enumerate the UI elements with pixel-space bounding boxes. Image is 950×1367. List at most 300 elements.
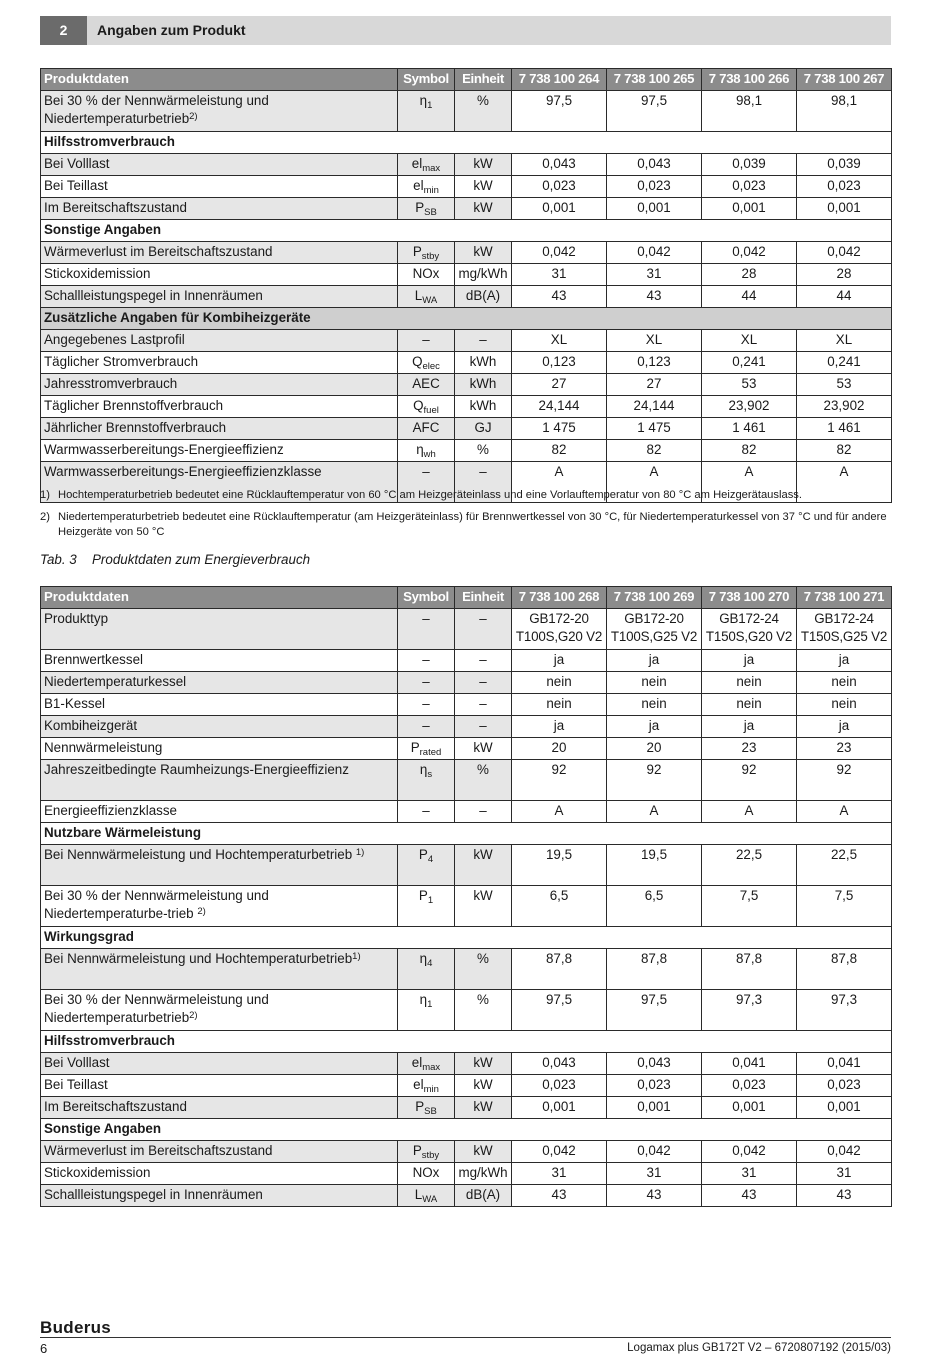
value-cell: ja [702,650,797,672]
value-cell: 31 [797,1163,892,1185]
table-row [41,330,892,352]
row-unit: dB(A) [455,1185,512,1207]
row-label-text: Niedertemperaturkessel [44,674,187,689]
row-symbol [398,990,455,1031]
row-label [41,801,398,823]
row-label-text: Bei Nennwärmeleistung und Hochtemperaturbetrieb [44,951,353,966]
symbol-text: NOx [412,1165,440,1180]
symbol-text: – [422,803,430,818]
column-header: 7 738 100 267 [797,69,892,91]
value-cell: 0,039 [702,154,797,176]
row-symbol [398,176,455,198]
symbol-subscript: WA [422,1194,438,1205]
value-cell: 24,144 [512,396,607,418]
value-cell: 98,1 [797,91,892,132]
row-symbol [398,738,455,760]
symbol-subscript: 4 [427,854,434,865]
symbol-subscript: wh [423,449,436,460]
table-row [41,694,892,716]
row-label-text: Stickoxidemission [44,266,151,281]
value-cell: 0,023 [702,176,797,198]
value-cell: A [512,801,607,823]
column-header: 7 738 100 269 [607,587,702,609]
symbol-text: P [418,888,428,903]
row-symbol [398,694,455,716]
value-cell: 0,023 [607,176,702,198]
footnote-number: 2) [40,511,50,523]
row-unit: – [455,650,512,672]
row-symbol [398,440,455,462]
table-row [41,1185,892,1207]
row-label [41,154,398,176]
value-cell: 1 475 [607,418,702,440]
row-label-text: Wärmeverlust im Bereitschaftszustand [44,244,273,259]
value-cell: 97,5 [607,990,702,1031]
row-label-text: Brennwertkessel [44,652,143,667]
page-number: 6 [40,1341,48,1356]
row-unit: kW [455,738,512,760]
row-unit: kW [455,176,512,198]
row-symbol [398,801,455,823]
row-label [41,760,398,801]
row-label [41,330,398,352]
symbol-text: P [415,1099,425,1114]
section-row [41,1031,892,1053]
value-cell: 31 [702,1163,797,1185]
symbol-text: – [422,652,430,667]
value-cell: 0,023 [512,1075,607,1097]
symbol-text: el [411,156,423,171]
value-cell: 1 475 [512,418,607,440]
value-cell: ja [702,716,797,738]
symbol-subscript: 1 [427,100,433,111]
table-row [41,286,892,308]
value-cell: 87,8 [512,949,607,990]
symbol-text: P [415,200,425,215]
value-cell: ja [512,650,607,672]
row-symbol [398,418,455,440]
row-unit: mg/kWh [455,264,512,286]
value-cell: XL [797,330,892,352]
value-cell: A [702,801,797,823]
row-unit: kWh [455,396,512,418]
footnote-ref: 2) [189,111,198,122]
table-row [41,801,892,823]
value-cell: 0,023 [607,1075,702,1097]
row-symbol [398,949,455,990]
value-cell: nein [797,672,892,694]
table-row [41,440,892,462]
value-cell: 24,144 [607,396,702,418]
row-unit: dB(A) [455,286,512,308]
row-label [41,418,398,440]
value-cell: 44 [702,286,797,308]
row-unit: – [455,330,512,352]
product-data-table-2 [40,586,892,1207]
value-cell: 0,241 [797,352,892,374]
value-cell: 82 [702,440,797,462]
symbol-text: η [419,951,428,966]
row-label-text: Nennwärmeleistung [44,740,163,755]
value-cell: 7,5 [797,886,892,927]
row-label [41,242,398,264]
table-row [41,1097,892,1119]
row-symbol [398,198,455,220]
row-symbol [398,352,455,374]
footnote-ref: 2) [197,906,206,917]
value-cell: 28 [797,264,892,286]
section-label: Nutzbare Wärmeleistung [41,823,892,845]
row-symbol [398,1097,455,1119]
value-cell: 0,023 [512,176,607,198]
symbol-text: P [412,244,422,259]
column-header: Produktdaten [41,69,398,91]
row-symbol [398,650,455,672]
row-label [41,1141,398,1163]
symbol-text: el [411,1055,423,1070]
section-header [40,16,891,45]
table-row [41,1163,892,1185]
row-label [41,176,398,198]
row-unit: % [455,440,512,462]
value-cell: 0,041 [797,1053,892,1075]
value-cell: 44 [797,286,892,308]
table-caption [40,552,310,567]
value-cell: GB172-24 T150S,G25 V2 [797,609,892,650]
value-cell: ja [797,716,892,738]
value-cell: 31 [512,264,607,286]
value-cell: GB172-20 T100S,G20 V2 [512,609,607,650]
value-cell: 92 [702,760,797,801]
row-unit: kW [455,845,512,886]
row-symbol [398,264,455,286]
row-symbol [398,286,455,308]
row-label-text: Angegebenes Lastprofil [44,332,185,347]
value-cell: 0,042 [797,242,892,264]
value-cell: A [607,801,702,823]
value-cell: 0,043 [607,1053,702,1075]
row-symbol [398,760,455,801]
row-symbol [398,716,455,738]
table-row [41,738,892,760]
value-cell: 1 461 [797,418,892,440]
footnote-2 [40,510,891,540]
value-cell: A [797,462,892,503]
symbol-text: Q [413,398,424,413]
row-unit: kWh [455,374,512,396]
symbol-text: Q [412,354,423,369]
row-symbol [398,154,455,176]
row-unit: – [455,462,512,503]
row-label [41,650,398,672]
value-cell: A [797,801,892,823]
row-label-text: Im Bereitschaftszustand [44,1099,187,1114]
value-cell: GB172-24 T150S,G20 V2 [702,609,797,650]
row-label [41,694,398,716]
value-cell: 0,042 [607,242,702,264]
value-cell: XL [512,330,607,352]
table-row [41,374,892,396]
symbol-text: η [419,992,428,1007]
row-label-text: B1-Kessel [44,696,106,711]
value-cell: 0,042 [512,242,607,264]
symbol-text: – [422,464,430,479]
value-cell: 0,023 [797,1075,892,1097]
value-cell: 31 [607,264,702,286]
column-header: 7 738 100 270 [702,587,797,609]
row-unit: – [455,801,512,823]
symbol-text: P [412,1143,422,1158]
row-unit: – [455,609,512,650]
table-row [41,352,892,374]
row-symbol [398,1075,455,1097]
row-label-text: Bei 30 % der Nennwärmeleistung und Niedertemperaturbe-trieb [44,888,269,921]
row-unit: kW [455,1141,512,1163]
value-cell: 0,023 [702,1075,797,1097]
row-label [41,374,398,396]
column-header: Symbol [398,69,455,91]
value-cell: 0,042 [702,242,797,264]
value-cell: 23,902 [702,396,797,418]
row-label-text: Produkttyp [44,611,109,626]
value-cell: 0,041 [702,1053,797,1075]
row-label [41,949,398,990]
section-label: Hilfsstromverbrauch [41,1031,892,1053]
row-unit: – [455,694,512,716]
symbol-text: – [422,718,430,733]
value-cell: A [702,462,797,503]
row-label [41,672,398,694]
value-cell: ja [607,716,702,738]
value-cell: nein [702,694,797,716]
symbol-subscript: min [423,1084,439,1095]
section-label: Sonstige Angaben [41,1119,892,1141]
value-cell: 0,241 [702,352,797,374]
symbol-subscript: 1 [427,895,434,906]
row-label-text: Jahresstromverbrauch [44,376,178,391]
value-cell: 19,5 [607,845,702,886]
row-symbol [398,609,455,650]
column-header: Einheit [455,587,512,609]
symbol-text: AEC [412,376,440,391]
value-cell: 22,5 [702,845,797,886]
symbol-subscript: stby [421,251,440,262]
value-cell: nein [512,672,607,694]
value-cell: 43 [607,1185,702,1207]
footnote-ref: 1) [352,951,361,962]
value-cell: 0,001 [607,198,702,220]
value-cell: 97,5 [512,990,607,1031]
row-label [41,198,398,220]
value-cell: A [512,462,607,503]
row-label-text: Jahreszeitbedingte Raumheizungs-Energieeffizienz [44,762,349,777]
table-row [41,176,892,198]
value-cell: 23 [797,738,892,760]
symbol-subscript: s [427,769,433,780]
row-label-text: Im Bereitschaftszustand [44,200,187,215]
value-cell: 20 [607,738,702,760]
value-cell: 0,043 [512,1053,607,1075]
table-row [41,609,892,650]
row-unit: kW [455,1075,512,1097]
row-label [41,352,398,374]
value-cell: 43 [512,1185,607,1207]
value-cell: 87,8 [702,949,797,990]
column-header: 7 738 100 268 [512,587,607,609]
symbol-text: L [414,1187,423,1202]
row-label [41,396,398,418]
row-unit: kW [455,886,512,927]
row-label [41,1185,398,1207]
value-cell: 82 [607,440,702,462]
value-cell: 7,5 [702,886,797,927]
column-header: 7 738 100 264 [512,69,607,91]
symbol-text: NOx [412,266,440,281]
value-cell: ja [607,650,702,672]
row-label-text: Bei Nennwärmeleistung und Hochtemperaturbetrieb [44,847,356,862]
value-cell: 1 461 [702,418,797,440]
value-cell: 6,5 [607,886,702,927]
symbol-text: el [413,1077,424,1092]
symbol-text: – [422,611,430,626]
value-cell: nein [512,694,607,716]
table-row [41,1075,892,1097]
symbol-subscript: SB [424,1106,437,1117]
row-label [41,845,398,886]
symbol-text: η [416,442,424,457]
table-row [41,198,892,220]
product-data-table-1 [40,68,892,503]
section-label: Hilfsstromverbrauch [41,132,892,154]
table-row [41,760,892,801]
value-cell: 92 [797,760,892,801]
symbol-subscript: 1 [427,999,433,1010]
row-label [41,609,398,650]
table-row [41,264,892,286]
value-cell: 98,1 [702,91,797,132]
value-cell: 6,5 [512,886,607,927]
value-cell: nein [797,694,892,716]
column-header: Symbol [398,587,455,609]
row-label-text: Energieeffizienzklasse [44,803,177,818]
row-unit: kW [455,1053,512,1075]
table-row [41,418,892,440]
table-row [41,396,892,418]
value-cell: 27 [607,374,702,396]
column-header: Produktdaten [41,587,398,609]
value-cell: 0,001 [702,198,797,220]
symbol-subscript: min [423,185,439,196]
footnote-1 [40,488,891,503]
row-symbol [398,1141,455,1163]
symbol-subscript: max [422,1062,441,1073]
value-cell: nein [702,672,797,694]
value-cell: 43 [702,1185,797,1207]
value-cell: 23,902 [797,396,892,418]
symbol-text: L [414,288,423,303]
row-label-text: Warmwasserbereitungs-Energieeffizienz [44,442,284,457]
row-label [41,264,398,286]
value-cell: 23 [702,738,797,760]
row-symbol [398,672,455,694]
row-unit: % [455,91,512,132]
value-cell: 0,023 [797,176,892,198]
symbol-text: – [422,674,430,689]
symbol-subscript: stby [421,1150,440,1161]
row-label [41,1053,398,1075]
value-cell: 0,042 [797,1141,892,1163]
table-row [41,886,892,927]
column-header: 7 738 100 271 [797,587,892,609]
value-cell: XL [607,330,702,352]
row-symbol [398,91,455,132]
table-header-row [41,587,892,609]
row-symbol [398,1163,455,1185]
footnote-ref: 2) [189,1010,198,1021]
section-label: Wirkungsgrad [41,927,892,949]
table-row [41,650,892,672]
value-cell: 0,001 [702,1097,797,1119]
value-cell: 97,5 [512,91,607,132]
value-cell: 0,001 [512,198,607,220]
row-label-text: Täglicher Stromverbrauch [44,354,199,369]
row-unit: – [455,716,512,738]
symbol-subscript: rated [419,747,442,758]
row-unit: kW [455,198,512,220]
value-cell: A [607,462,702,503]
row-symbol [398,330,455,352]
value-cell: 43 [607,286,702,308]
table-caption-text: Produktdaten zum Energieverbrauch [92,552,311,567]
table-row [41,1053,892,1075]
table-row [41,716,892,738]
section-number: 2 [40,16,87,45]
footnote-ref: 1) [355,847,365,858]
row-label-text: Schallleistungspegel in Innenräumen [44,288,263,303]
value-cell: nein [607,694,702,716]
value-cell: 0,043 [512,154,607,176]
row-label-text: Bei 30 % der Nennwärmeleistung und Niedertemperaturbetrieb [44,992,269,1025]
table-row [41,845,892,886]
footnote-text: Hochtemperaturbetrieb bedeutet eine Rücklauftemperatur von 60 °C am Heizgeräteinlass und eine Vorlauftemperatur von 80 °C am Heizgerätauslass. [58,489,802,501]
value-cell: 43 [512,286,607,308]
row-label [41,1075,398,1097]
value-cell: 0,123 [512,352,607,374]
row-symbol [398,886,455,927]
symbol-subscript: elec [422,361,440,372]
row-symbol [398,242,455,264]
table-row [41,91,892,132]
row-unit: % [455,990,512,1031]
row-label [41,886,398,927]
symbol-text: P [410,740,420,755]
row-label [41,440,398,462]
value-cell: 53 [797,374,892,396]
section-title: Angaben zum Produkt [97,22,246,38]
row-unit: kW [455,242,512,264]
table-header-row [41,69,892,91]
footer-divider [40,1337,891,1338]
row-label-text: Jährlicher Brennstoffverbrauch [44,420,227,435]
value-cell: 0,123 [607,352,702,374]
value-cell: 53 [702,374,797,396]
column-header: Einheit [455,69,512,91]
symbol-subscript: WA [422,295,438,306]
value-cell: 27 [512,374,607,396]
value-cell: GB172-20 T100S,G25 V2 [607,609,702,650]
row-label-text: Wärmeverlust im Bereitschaftszustand [44,1143,273,1158]
row-unit: kWh [455,352,512,374]
